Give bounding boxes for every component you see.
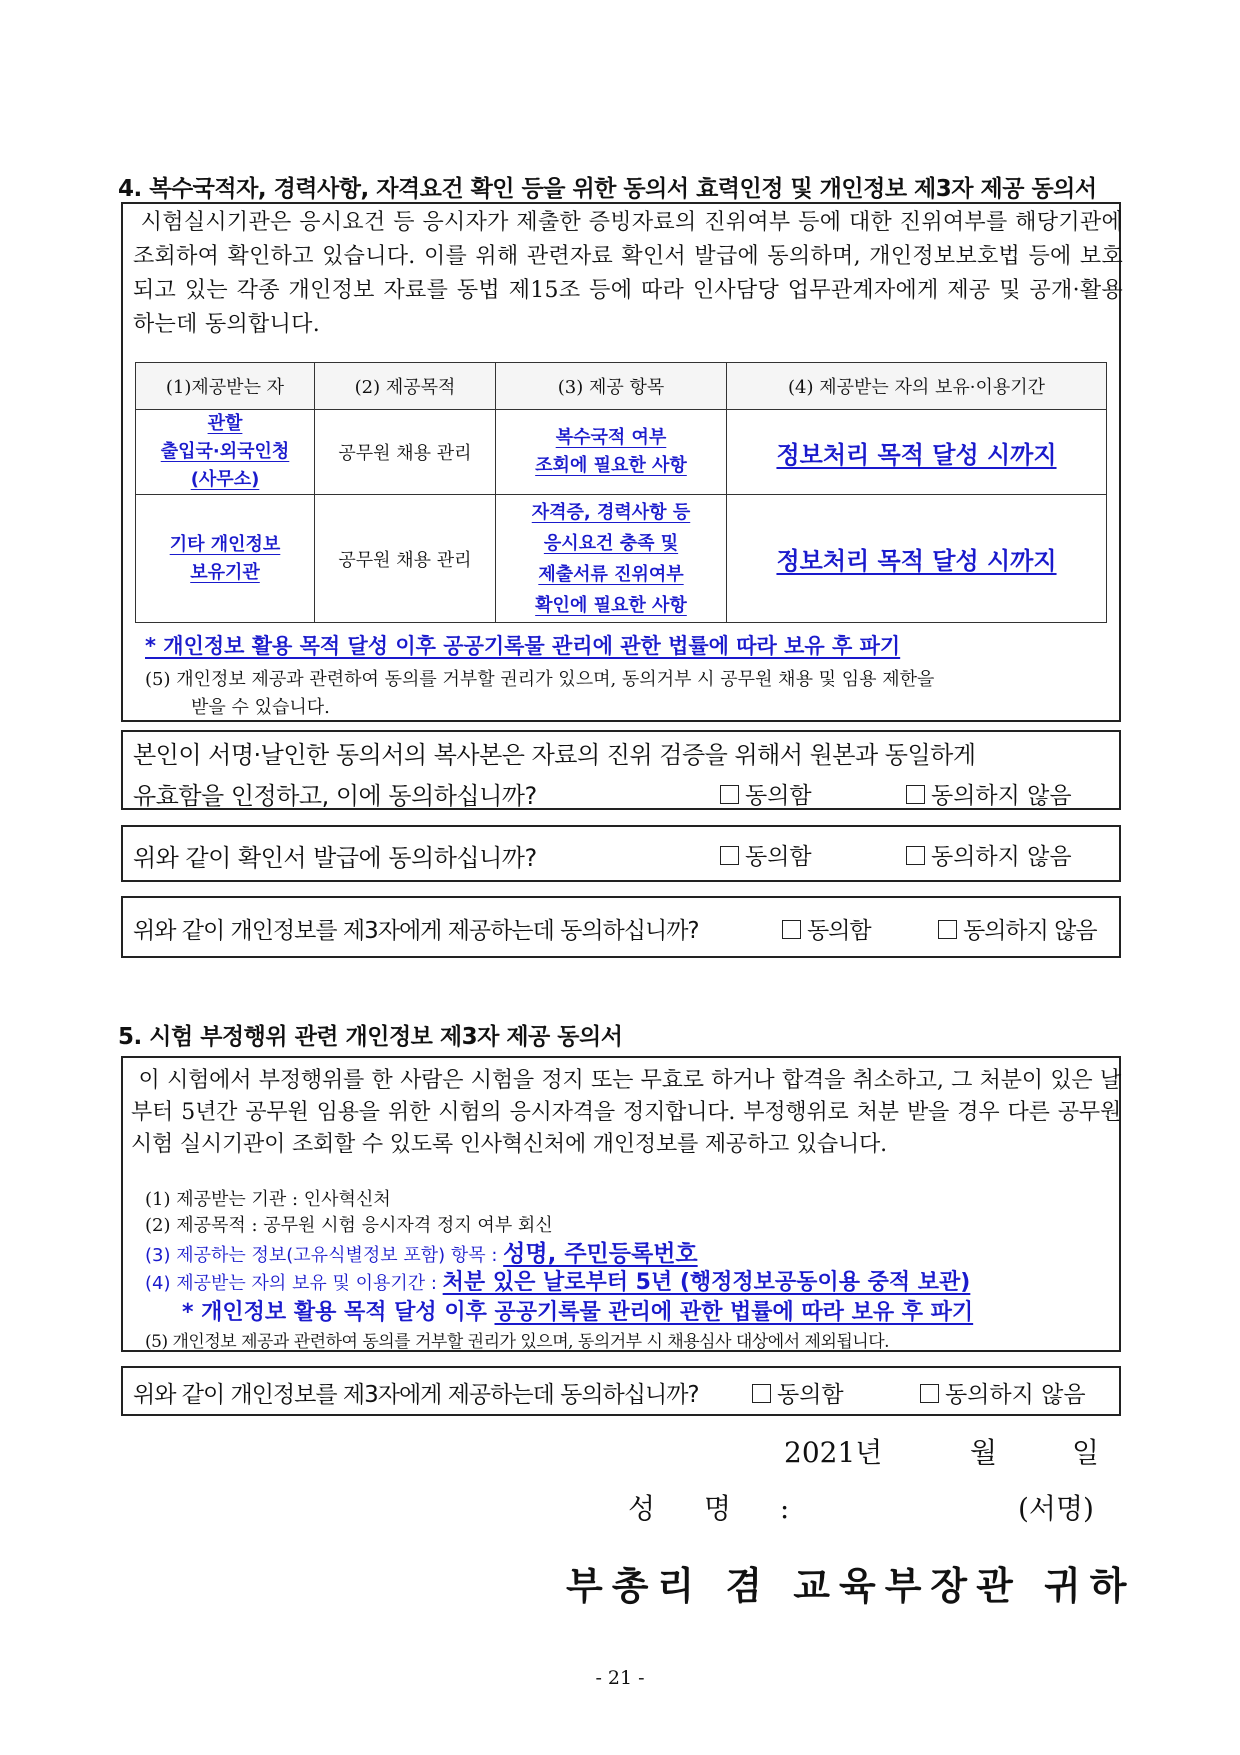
section5-consent-question: 위와 같이 개인정보를 제3자에게 제공하는데 동의하십니까? bbox=[133, 1382, 699, 1408]
section5-heading: 5. 시험 부정행위 관련 개인정보 제3자 제공 동의서 bbox=[118, 1024, 623, 1050]
section5-agree-option[interactable]: 동의함 bbox=[752, 1376, 844, 1409]
section5-disagree-option[interactable]: 동의하지 않음 bbox=[920, 1376, 1086, 1409]
name-label: 성 명 : bbox=[628, 1492, 810, 1525]
consent-copy-agree-option[interactable]: 동의함 bbox=[720, 777, 812, 810]
disagree-checkbox[interactable] bbox=[920, 1384, 939, 1403]
sign-label: (서명) bbox=[1018, 1492, 1094, 1525]
agree-checkbox[interactable] bbox=[782, 920, 801, 939]
consent-info-table bbox=[135, 362, 1107, 623]
row1-recipient: 관할 출입국·외국인청 (사무소) bbox=[136, 410, 315, 495]
row1-purpose: 공무원 채용 관리 bbox=[315, 410, 496, 495]
table-row bbox=[136, 410, 1107, 495]
date-month: 월 bbox=[970, 1436, 998, 1469]
refusal-note-line2: 받을 수 있습니다. bbox=[191, 697, 330, 718]
section5-item2: (2) 제공목적 : 공무원 시험 응시자격 정지 여부 회신 bbox=[145, 1215, 553, 1236]
consent-copy-question-line2: 유효함을 인정하고, 이에 동의하십니까? bbox=[133, 782, 537, 810]
recipient-line: 부총리 겸 교육부장관 귀하 bbox=[566, 1563, 1136, 1608]
date-year: 2021년 bbox=[784, 1436, 883, 1469]
third-party-consent-question: 위와 같이 개인정보를 제3자에게 제공하는데 동의하십니까? bbox=[133, 918, 699, 944]
row2-period: 정보처리 목적 달성 시까지 bbox=[727, 495, 1107, 623]
agree-checkbox[interactable] bbox=[752, 1384, 771, 1403]
section5-item4-note: * 개인정보 활용 목적 달성 이후 공공기록물 관리에 관한 법률에 따라 보유 후 파기 bbox=[182, 1300, 974, 1325]
third-party-disagree-option[interactable]: 동의하지 않음 bbox=[938, 912, 1097, 945]
section5-paragraph: 이 시험에서 부정행위를 한 사람은 시험을 정지 또는 무효로 하거나 합격을 취소하고, 그 처분이 있은 날부터 5년간 공무원 임용을 위한 시험의 응시자격을 정지합니다. 부정행위로 처분 받을 경우 다른 공무원 시험 실시기관이 조회할 수 있도록 인사혁신처에 개인정보를 제공하고 있습니다. bbox=[131, 1068, 1122, 1157]
header-period: (4) 제공받는 자의 보유·이용기간 bbox=[727, 363, 1107, 410]
header-recipient: (1)제공받는 자 bbox=[136, 363, 315, 410]
consent-copy-disagree-option[interactable]: 동의하지 않음 bbox=[906, 777, 1072, 810]
page-number: - 21 - bbox=[595, 1667, 645, 1689]
certificate-agree-option[interactable]: 동의함 bbox=[720, 838, 812, 871]
section5-item1: (1) 제공받는 기관 : 인사혁신처 bbox=[145, 1189, 391, 1210]
section4-heading: 4. 복수국적자, 경력사항, 자격요건 확인 등을 위한 동의서 효력인정 및 개인정보 제3자 제공 동의서 bbox=[118, 176, 1097, 202]
row2-items: 자격증, 경력사항 등 응시요건 충족 및 제출서류 진위여부 확인에 필요한 사항 bbox=[496, 495, 727, 623]
certificate-disagree-option[interactable]: 동의하지 않음 bbox=[906, 838, 1072, 871]
row1-items: 복수국적 여부 조회에 필요한 사항 bbox=[496, 410, 727, 495]
refusal-note-line1: (5) 개인정보 제공과 관련하여 동의를 거부할 권리가 있으며, 동의거부 시 공무원 채용 및 임용 제한을 bbox=[145, 669, 935, 690]
disagree-checkbox[interactable] bbox=[938, 920, 957, 939]
consent-copy-question-line1: 본인이 서명·날인한 동의서의 복사본은 자료의 진위 검증을 위해서 원본과 동일하게 bbox=[133, 741, 976, 769]
table-header-row bbox=[136, 363, 1107, 410]
certificate-consent-question: 위와 같이 확인서 발급에 동의하십니까? bbox=[133, 844, 537, 872]
disagree-checkbox[interactable] bbox=[906, 785, 925, 804]
row1-period: 정보처리 목적 달성 시까지 bbox=[727, 410, 1107, 495]
agree-checkbox[interactable] bbox=[720, 785, 739, 804]
header-items: (3) 제공 항목 bbox=[496, 363, 727, 410]
third-party-agree-option[interactable]: 동의함 bbox=[782, 912, 871, 945]
agree-checkbox[interactable] bbox=[720, 846, 739, 865]
section5-item3: (3) 제공하는 정보(고유식별정보 포함) 항목 : 성명, 주민등록번호 bbox=[145, 1241, 698, 1267]
section5-item5: (5) 개인정보 제공과 관련하여 동의를 거부할 권리가 있으며, 동의거부 시 채용심사 대상에서 제외됩니다. bbox=[145, 1332, 890, 1352]
section5-item4: (4) 제공받는 자의 보유 및 이용기간 : 처분 있은 날로부터 5년 (행정정보공동이용 중적 보관) bbox=[145, 1270, 971, 1295]
disagree-checkbox[interactable] bbox=[906, 846, 925, 865]
header-purpose: (2) 제공목적 bbox=[315, 363, 496, 410]
section4-paragraph: 시험실시기관은 응시요건 등 응시자가 제출한 증빙자료의 진위여부 등에 대한 진위여부를 해당기관에 조회하여 확인하고 있습니다. 이를 위해 관련자료 확인서 발급에 동의하며, 개인정보보호법 등에 보호되고 있는 각종 개인정보 자료를 동법 제15조 등에 따라 인사담당 업무관계자에게 제공 및 공개·활용하는데 동의합니다. bbox=[133, 210, 1123, 337]
date-day: 일 bbox=[1072, 1436, 1100, 1469]
row2-recipient: 기타 개인정보 보유기관 bbox=[136, 495, 315, 623]
row2-purpose: 공무원 채용 관리 bbox=[315, 495, 496, 623]
table-row bbox=[136, 495, 1107, 623]
disposal-note: * 개인정보 활용 목적 달성 이후 공공기록물 관리에 관한 법률에 따라 보유 후 파기 bbox=[145, 634, 901, 658]
